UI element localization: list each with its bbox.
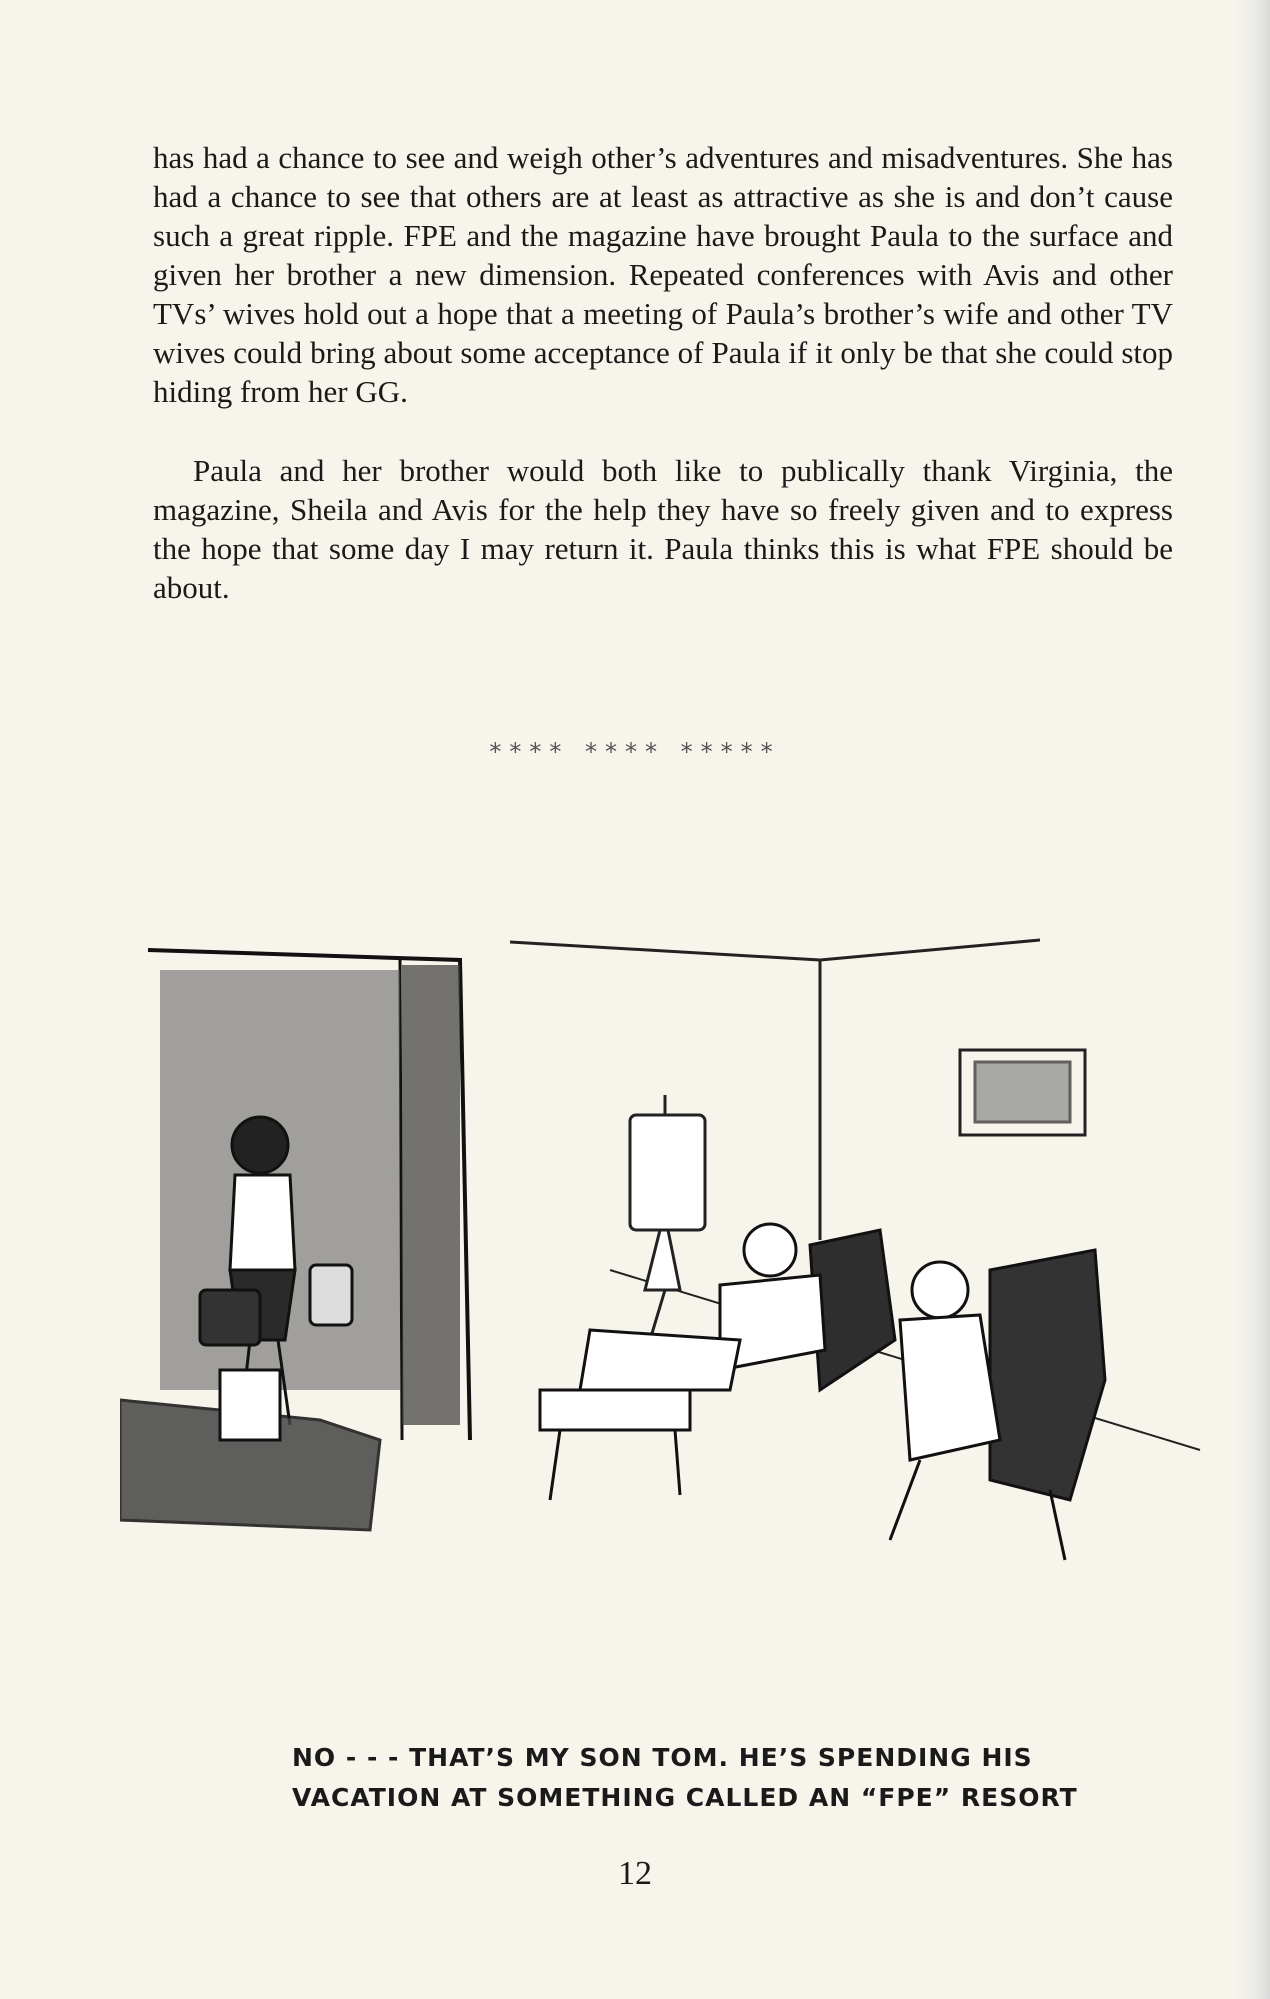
cartoon-illustration [120,920,1220,1700]
caption-line-1: NO - - - THAT’S MY SON TOM. HE’S SPENDING HIS [292,1743,1033,1772]
wall-picture [960,1050,1085,1135]
paragraph-1: has had a chance to see and weigh other’s adventures and misadventures. She has had a chance to see that others are at least as attractive as she is and don’t cause such a great ripple. FPE and the magazine have brought Paula to the surface and given her brother a new dimension. Repeated conferences with Avis and other TVs’ wives hold out a hope that a meeting of Paula’s brother’s wife and other TV wives could bring about some acceptance of Paula if it only be that she could stop hiding from her GG. [153,140,1173,409]
seated-man-left [540,1224,895,1500]
seated-man-right [890,1250,1105,1560]
cartoon-caption [292,1738,1172,1818]
page-number: 12 [618,1855,652,1892]
article-body [153,138,1173,607]
caption-line-2: VACATION AT SOMETHING CALLED AN “FPE” RESORT [292,1783,1078,1812]
page-edge [1232,0,1270,1999]
floor-lamp [630,1095,705,1340]
paragraph-2: Paula and her brother would both like to publically thank Virginia, the magazine, Sheila and Avis for the help they have so freely given and to express the hope that some day I may return it. Paula thinks this is what FPE should be about. [153,453,1173,605]
desk-foreground [120,1370,380,1530]
section-separator: **** **** ***** [489,738,781,766]
